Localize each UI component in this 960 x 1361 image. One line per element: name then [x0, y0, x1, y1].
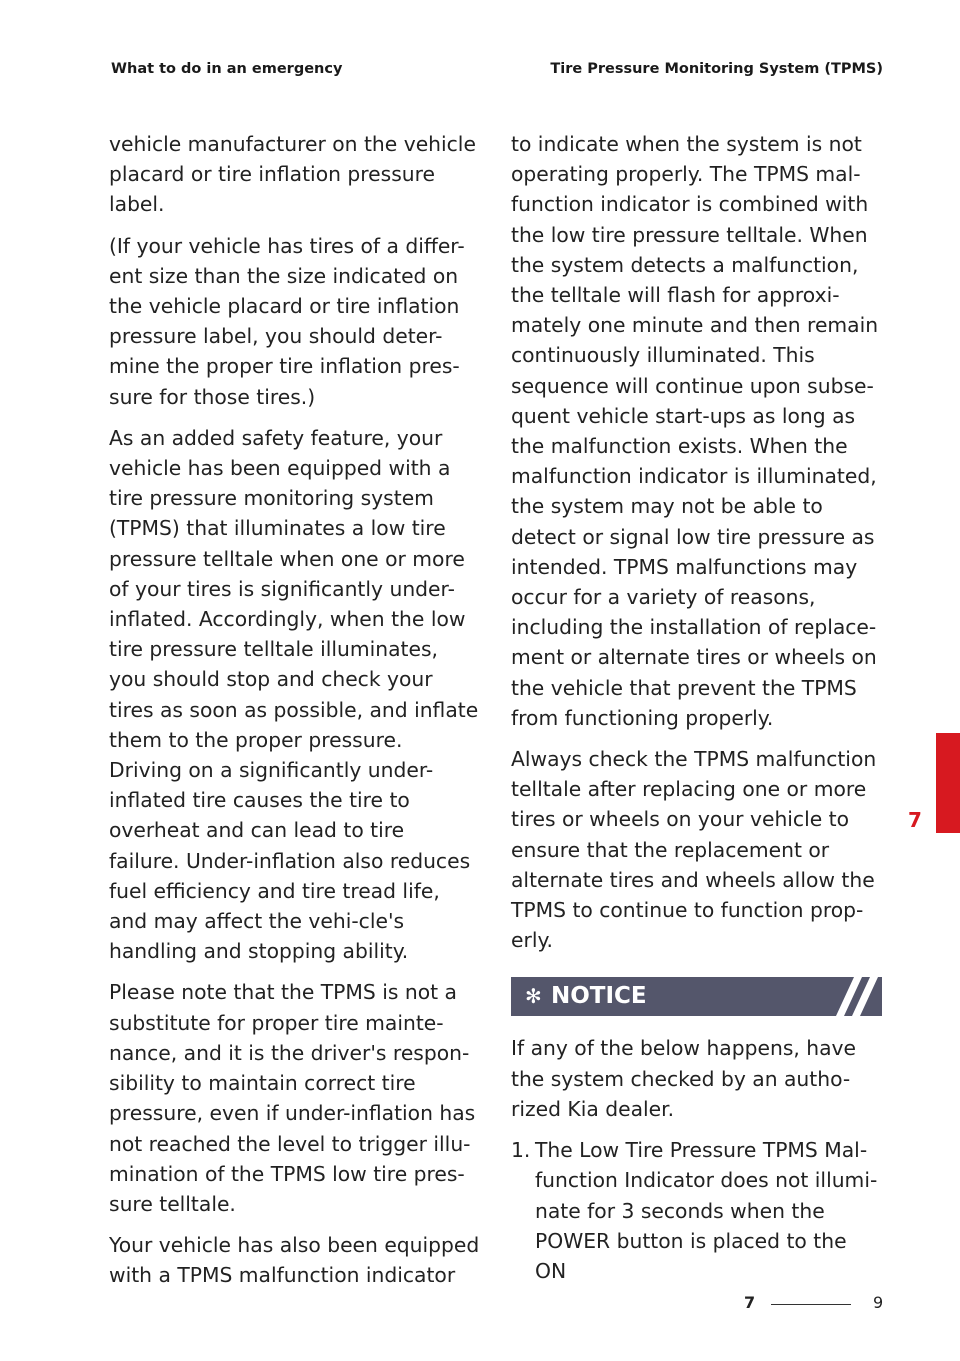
- footer-divider: [771, 1304, 851, 1305]
- paragraph: Always check the TPMS malfunction telltale after replacing one or more tires or wheels on your vehicle to ensure that the replacement or alternate tires and wheels allow the TPMS to continue to function prop-erly.: [511, 747, 877, 953]
- chapter-tab-number: 7: [908, 808, 922, 832]
- chapter-tab: [936, 733, 960, 833]
- paragraph: vehicle manufacturer on the vehicle placard or tire inflation pressure label.: [109, 132, 476, 217]
- paragraph: (If your vehicle has tires of a differ-ent size than the size indicated on the vehicle placard or tire inflation pressure label, you should deter-mine the proper tire inflation pres-sure for those tires.): [109, 233, 465, 409]
- list-item-text: The Low Tire Pressure TPMS Mal-function Indicator does not illumi-nate for 3 seconds when the POWER button is placed to the ON: [535, 1138, 878, 1283]
- notice-title: NOTICE: [551, 983, 647, 1010]
- stripes-decoration: [822, 977, 882, 1016]
- notice-banner: [511, 977, 882, 1016]
- right-column: [511, 129, 883, 1286]
- footer-chapter: 7: [744, 1293, 756, 1312]
- list-item-number: 1.: [511, 1138, 531, 1163]
- notice-intro: If any of the below happens, have the system checked by an autho-rized Kia dealer.: [511, 1036, 857, 1121]
- list-item: [511, 1135, 883, 1286]
- notice-list: [511, 1135, 883, 1286]
- paragraph: As an added safety feature, your vehicle has been equipped with a tire pressure monitoring system (TPMS) that illuminates a low tire pressure telltale when one or more of your tires is significantly under-inflated. Accordingly, when the low tire pressure telltale illuminates, you should stop and check your tires as soon as possible, and inflate them to the proper pressure. Driving on a significantly under-inflated tire causes the tire to overheat and can lead to tire failure. Under-inflation also reduces fuel efficiency and tire tread life, and may affect the vehi-cle's handling and stopping ability.: [109, 425, 479, 964]
- footer-page-number: 9: [873, 1293, 884, 1312]
- paragraph: to indicate when the system is not operating properly. The TPMS mal-function indicator is combined with the low tire pressure telltale. When the system detects a malfunction, the telltale will flash for approxi-mately one minute and then remain continuously illuminated. This sequence will continue upon subse-quent vehicle start-ups as long as the malfunction exists. When the malfunction indicator is illuminated, the system may not be able to detect or signal low tire pressure as intended. TPMS malfunctions may occur for a variety of reasons, including the installation of replace-ment or alternate tires or wheels on the vehicle that prevent the TPMS from functioning properly.: [511, 132, 879, 730]
- running-header-topic: Tire Pressure Monitoring System (TPMS): [550, 61, 883, 77]
- paragraph: Your vehicle has also been equipped with a TPMS malfunction indicator: [109, 1233, 480, 1288]
- asterisk-icon: ✻: [525, 984, 542, 1009]
- left-column: [109, 129, 481, 1302]
- running-header-section: What to do in an emergency: [111, 61, 343, 77]
- paragraph: Please note that the TPMS is not a substitute for proper tire mainte-nance, and it is the driver's respon-sibility to maintain correct tire pressure, even if under-inflation has not reached the level to trigger illu-mination of the TPMS low tire pres-sure telltale.: [109, 980, 476, 1216]
